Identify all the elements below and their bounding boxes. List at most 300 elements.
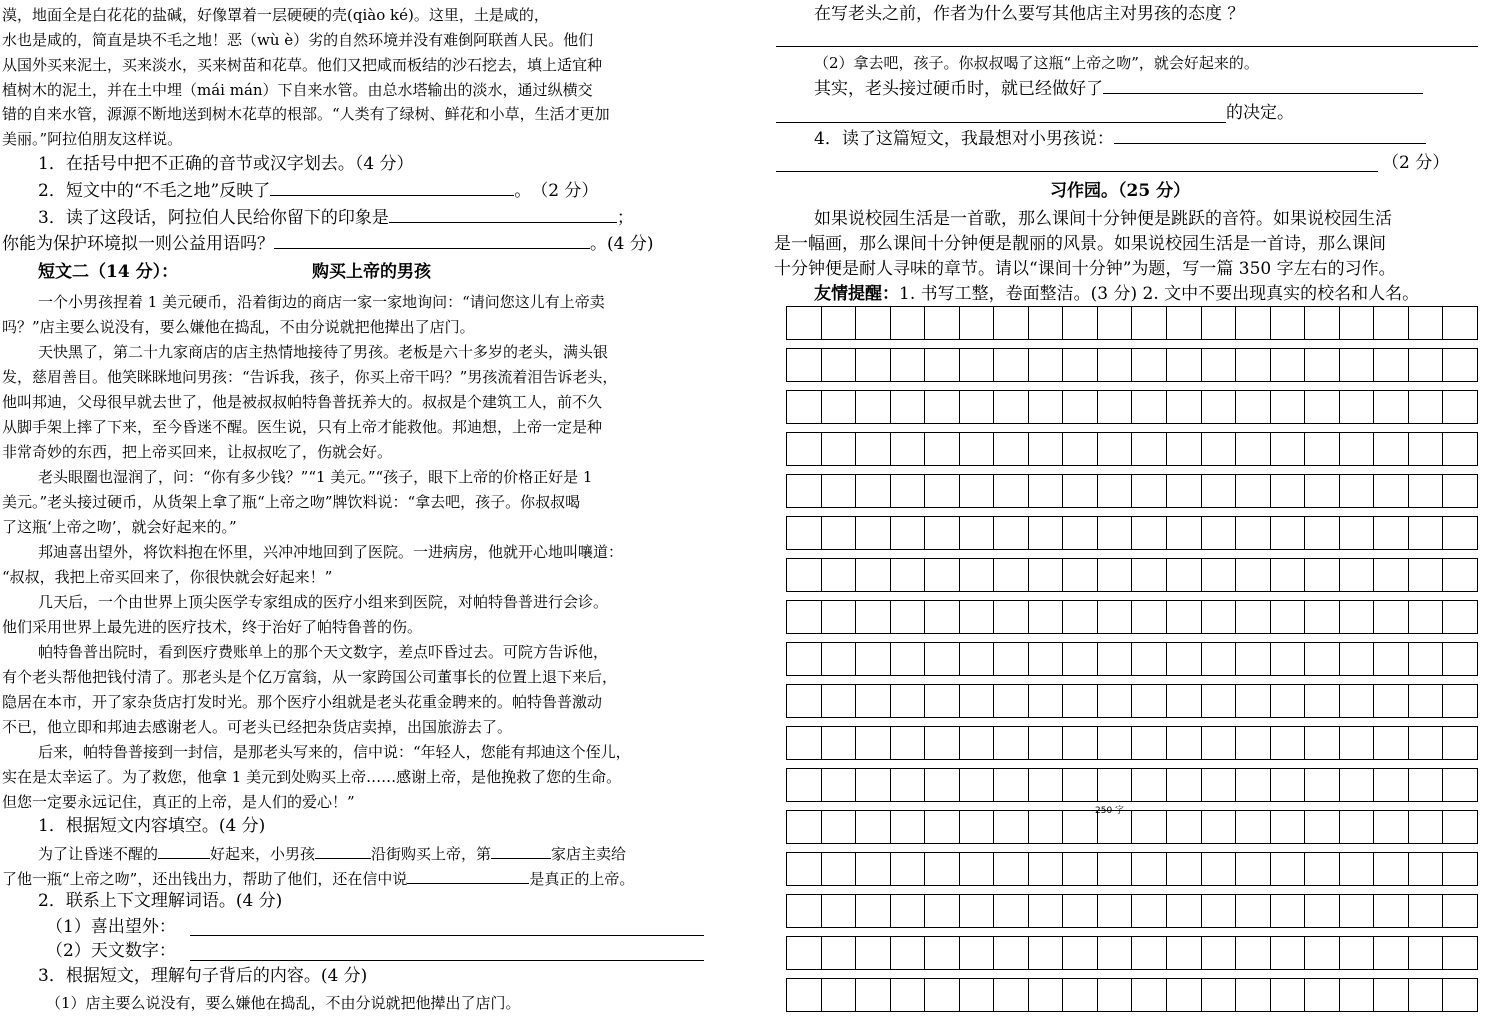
- grid-cell[interactable]: [994, 643, 1029, 675]
- grid-cell[interactable]: [1132, 601, 1167, 633]
- grid-cell[interactable]: [1132, 307, 1167, 339]
- grid-cell[interactable]: [1374, 769, 1409, 801]
- grid-cell[interactable]: [787, 433, 822, 465]
- grid-cell[interactable]: [1305, 517, 1340, 549]
- grid-cell[interactable]: [1271, 979, 1306, 1011]
- grid-cell[interactable]: [1236, 601, 1271, 633]
- grid-cell[interactable]: [856, 643, 891, 675]
- grid-cell[interactable]: [1202, 769, 1237, 801]
- grid-cell[interactable]: [1443, 307, 1477, 339]
- grid-cell[interactable]: [1098, 307, 1133, 339]
- grid-cell[interactable]: [925, 979, 960, 1011]
- grid-cell[interactable]: [1098, 433, 1133, 465]
- grid-cell[interactable]: [1236, 685, 1271, 717]
- grid-cell[interactable]: [787, 475, 822, 507]
- grid-cell[interactable]: [994, 349, 1029, 381]
- grid-cell[interactable]: [1305, 853, 1340, 885]
- grid-cell[interactable]: [925, 601, 960, 633]
- grid-cell[interactable]: [1340, 811, 1375, 843]
- grid-cell[interactable]: [891, 391, 926, 423]
- grid-cell[interactable]: [1271, 727, 1306, 759]
- grid-cell[interactable]: [1374, 937, 1409, 969]
- grid-row[interactable]: [786, 726, 1478, 760]
- answer-line-2a[interactable]: [190, 935, 704, 936]
- grid-cell[interactable]: [1409, 811, 1444, 843]
- grid-cell[interactable]: [994, 559, 1029, 591]
- grid-cell[interactable]: [1098, 475, 1133, 507]
- grid-cell[interactable]: [1340, 727, 1375, 759]
- grid-cell[interactable]: [787, 307, 822, 339]
- grid-cell[interactable]: [1098, 937, 1133, 969]
- blank-patient[interactable]: [158, 843, 210, 859]
- grid-cell[interactable]: [960, 979, 995, 1011]
- grid-row[interactable]: [786, 894, 1478, 928]
- grid-cell[interactable]: [1167, 811, 1202, 843]
- answer-line-r1[interactable]: [776, 46, 1478, 47]
- grid-cell[interactable]: [1029, 559, 1064, 591]
- grid-cell[interactable]: [1063, 853, 1098, 885]
- grid-cell[interactable]: [1409, 769, 1444, 801]
- grid-cell[interactable]: [891, 979, 926, 1011]
- grid-cell[interactable]: [994, 811, 1029, 843]
- grid-cell[interactable]: [787, 559, 822, 591]
- grid-cell[interactable]: [1374, 517, 1409, 549]
- grid-cell[interactable]: [787, 853, 822, 885]
- grid-cell[interactable]: [1029, 475, 1064, 507]
- grid-cell[interactable]: [856, 895, 891, 927]
- grid-cell[interactable]: [891, 475, 926, 507]
- grid-cell[interactable]: [1374, 811, 1409, 843]
- answer-blank-q3a[interactable]: [389, 207, 617, 223]
- grid-cell[interactable]: [1305, 391, 1340, 423]
- grid-cell[interactable]: [925, 937, 960, 969]
- grid-cell[interactable]: [1443, 685, 1477, 717]
- grid-cell[interactable]: [1167, 349, 1202, 381]
- grid-cell[interactable]: [1443, 853, 1477, 885]
- grid-cell[interactable]: [1443, 769, 1477, 801]
- grid-cell[interactable]: [1340, 475, 1375, 507]
- grid-cell[interactable]: [1202, 643, 1237, 675]
- grid-cell[interactable]: [1063, 811, 1098, 843]
- grid-cell[interactable]: [1374, 433, 1409, 465]
- grid-cell[interactable]: [925, 475, 960, 507]
- blank-true-god[interactable]: [407, 868, 529, 884]
- grid-cell[interactable]: [787, 601, 822, 633]
- grid-cell[interactable]: [891, 895, 926, 927]
- grid-cell[interactable]: [1063, 979, 1098, 1011]
- grid-row[interactable]: [786, 432, 1478, 466]
- grid-cell[interactable]: [891, 811, 926, 843]
- grid-cell[interactable]: [1029, 853, 1064, 885]
- grid-cell[interactable]: [1167, 643, 1202, 675]
- grid-cell[interactable]: [1098, 643, 1133, 675]
- grid-cell[interactable]: [1271, 895, 1306, 927]
- grid-cell[interactable]: [891, 559, 926, 591]
- grid-cell[interactable]: [822, 685, 857, 717]
- grid-cell[interactable]: [1063, 685, 1098, 717]
- grid-cell[interactable]: [1305, 349, 1340, 381]
- grid-row[interactable]: [786, 474, 1478, 508]
- grid-cell[interactable]: [1063, 643, 1098, 675]
- grid-cell[interactable]: [1236, 937, 1271, 969]
- grid-cell[interactable]: [1271, 433, 1306, 465]
- grid-cell[interactable]: [960, 433, 995, 465]
- grid-cell[interactable]: [960, 391, 995, 423]
- grid-cell[interactable]: [891, 769, 926, 801]
- grid-cell[interactable]: [1202, 979, 1237, 1011]
- grid-cell[interactable]: [1409, 685, 1444, 717]
- grid-cell[interactable]: [1029, 433, 1064, 465]
- grid-cell[interactable]: [891, 937, 926, 969]
- grid-row[interactable]: [786, 936, 1478, 970]
- grid-cell[interactable]: [787, 895, 822, 927]
- grid-cell[interactable]: [1167, 517, 1202, 549]
- grid-cell[interactable]: [1271, 307, 1306, 339]
- grid-cell[interactable]: [1305, 895, 1340, 927]
- grid-cell[interactable]: [822, 853, 857, 885]
- grid-cell[interactable]: [856, 769, 891, 801]
- grid-cell[interactable]: [1374, 727, 1409, 759]
- grid-cell[interactable]: [856, 475, 891, 507]
- grid-cell[interactable]: [1236, 643, 1271, 675]
- grid-cell[interactable]: [1236, 475, 1271, 507]
- grid-cell[interactable]: [1167, 601, 1202, 633]
- grid-cell[interactable]: [994, 937, 1029, 969]
- grid-cell[interactable]: [1063, 391, 1098, 423]
- grid-cell[interactable]: [1202, 349, 1237, 381]
- grid-cell[interactable]: [1443, 643, 1477, 675]
- grid-cell[interactable]: [1029, 517, 1064, 549]
- grid-row[interactable]: [786, 348, 1478, 382]
- grid-cell[interactable]: [960, 601, 995, 633]
- grid-cell[interactable]: [1409, 475, 1444, 507]
- grid-cell[interactable]: [1374, 559, 1409, 591]
- grid-cell[interactable]: [1443, 559, 1477, 591]
- answer-blank-q2[interactable]: [270, 180, 514, 196]
- grid-cell[interactable]: [1271, 349, 1306, 381]
- grid-cell[interactable]: [1167, 307, 1202, 339]
- grid-cell[interactable]: [822, 979, 857, 1011]
- grid-cell[interactable]: [1236, 811, 1271, 843]
- grid-cell[interactable]: [822, 433, 857, 465]
- grid-cell[interactable]: [822, 811, 857, 843]
- grid-cell[interactable]: [856, 559, 891, 591]
- grid-cell[interactable]: [1167, 895, 1202, 927]
- grid-cell[interactable]: [960, 643, 995, 675]
- grid-cell[interactable]: [994, 727, 1029, 759]
- answer-blank-decision[interactable]: [1103, 78, 1423, 94]
- grid-cell[interactable]: [1374, 307, 1409, 339]
- grid-cell[interactable]: [960, 685, 995, 717]
- grid-cell[interactable]: [1063, 475, 1098, 507]
- grid-cell[interactable]: [891, 853, 926, 885]
- grid-cell[interactable]: [856, 391, 891, 423]
- grid-row[interactable]: [786, 768, 1478, 802]
- grid-cell[interactable]: [1409, 433, 1444, 465]
- grid-cell[interactable]: [1202, 307, 1237, 339]
- grid-cell[interactable]: [1202, 895, 1237, 927]
- grid-cell[interactable]: [822, 475, 857, 507]
- grid-cell[interactable]: [1098, 979, 1133, 1011]
- grid-cell[interactable]: [1132, 769, 1167, 801]
- grid-cell[interactable]: [1202, 727, 1237, 759]
- grid-cell[interactable]: [960, 895, 995, 927]
- grid-cell[interactable]: [822, 517, 857, 549]
- grid-cell[interactable]: [1409, 391, 1444, 423]
- grid-cell[interactable]: [1029, 937, 1064, 969]
- grid-cell[interactable]: [1271, 643, 1306, 675]
- grid-cell[interactable]: [925, 853, 960, 885]
- grid-cell[interactable]: [960, 853, 995, 885]
- grid-cell[interactable]: [925, 433, 960, 465]
- grid-cell[interactable]: [856, 811, 891, 843]
- grid-cell[interactable]: [1340, 601, 1375, 633]
- grid-cell[interactable]: [1132, 475, 1167, 507]
- grid-cell[interactable]: [1409, 517, 1444, 549]
- grid-cell[interactable]: [1202, 811, 1237, 843]
- grid-cell[interactable]: [1374, 475, 1409, 507]
- grid-cell[interactable]: [1374, 643, 1409, 675]
- grid-cell[interactable]: [994, 475, 1029, 507]
- grid-cell[interactable]: [822, 937, 857, 969]
- grid-row[interactable]: [786, 390, 1478, 424]
- grid-cell[interactable]: [1340, 433, 1375, 465]
- grid-cell[interactable]: [1098, 391, 1133, 423]
- grid-cell[interactable]: [1271, 475, 1306, 507]
- grid-cell[interactable]: [1271, 517, 1306, 549]
- grid-cell[interactable]: [925, 727, 960, 759]
- answer-blank-q3b[interactable]: [274, 233, 590, 249]
- grid-cell[interactable]: [1202, 559, 1237, 591]
- grid-cell[interactable]: [1443, 349, 1477, 381]
- grid-cell[interactable]: [1271, 811, 1306, 843]
- grid-row[interactable]: [786, 852, 1478, 886]
- grid-row[interactable]: [786, 600, 1478, 634]
- grid-cell[interactable]: [1409, 937, 1444, 969]
- grid-cell[interactable]: [856, 307, 891, 339]
- grid-cell[interactable]: [1443, 811, 1477, 843]
- grid-cell[interactable]: [994, 517, 1029, 549]
- grid-cell[interactable]: [925, 307, 960, 339]
- grid-cell[interactable]: [1340, 979, 1375, 1011]
- grid-cell[interactable]: [1305, 685, 1340, 717]
- grid-cell[interactable]: [1132, 937, 1167, 969]
- grid-cell[interactable]: [787, 517, 822, 549]
- grid-cell[interactable]: [1063, 937, 1098, 969]
- grid-cell[interactable]: [925, 769, 960, 801]
- grid-cell[interactable]: [787, 769, 822, 801]
- grid-cell[interactable]: [891, 727, 926, 759]
- grid-cell[interactable]: [1063, 349, 1098, 381]
- grid-cell[interactable]: [960, 559, 995, 591]
- grid-cell[interactable]: [1409, 349, 1444, 381]
- answer-line-q4b[interactable]: [776, 171, 1378, 172]
- grid-cell[interactable]: [1340, 769, 1375, 801]
- grid-cell[interactable]: [1236, 559, 1271, 591]
- grid-cell[interactable]: [891, 601, 926, 633]
- grid-cell[interactable]: [1063, 559, 1098, 591]
- grid-cell[interactable]: [787, 937, 822, 969]
- grid-cell[interactable]: [1132, 853, 1167, 885]
- grid-cell[interactable]: [1063, 769, 1098, 801]
- grid-cell[interactable]: [1029, 307, 1064, 339]
- grid-cell[interactable]: [1305, 601, 1340, 633]
- grid-cell[interactable]: [1202, 517, 1237, 549]
- grid-cell[interactable]: [1098, 349, 1133, 381]
- grid-cell[interactable]: [1063, 601, 1098, 633]
- grid-cell[interactable]: [1167, 769, 1202, 801]
- grid-cell[interactable]: [1305, 433, 1340, 465]
- grid-cell[interactable]: [1029, 769, 1064, 801]
- grid-cell[interactable]: [1063, 517, 1098, 549]
- grid-cell[interactable]: [1374, 601, 1409, 633]
- grid-cell[interactable]: [1340, 685, 1375, 717]
- grid-cell[interactable]: [960, 307, 995, 339]
- grid-cell[interactable]: [1305, 811, 1340, 843]
- grid-cell[interactable]: [856, 853, 891, 885]
- grid-cell[interactable]: [1098, 727, 1133, 759]
- grid-cell[interactable]: [1340, 391, 1375, 423]
- grid-cell[interactable]: [925, 391, 960, 423]
- answer-line-2b[interactable]: [190, 960, 704, 961]
- grid-cell[interactable]: [994, 433, 1029, 465]
- grid-cell[interactable]: [1374, 853, 1409, 885]
- grid-cell[interactable]: [1443, 475, 1477, 507]
- grid-cell[interactable]: [1167, 433, 1202, 465]
- grid-cell[interactable]: [1236, 391, 1271, 423]
- grid-cell[interactable]: [822, 559, 857, 591]
- grid-cell[interactable]: [1409, 601, 1444, 633]
- grid-cell[interactable]: [1063, 727, 1098, 759]
- grid-cell[interactable]: [856, 517, 891, 549]
- grid-cell[interactable]: [1305, 475, 1340, 507]
- grid-cell[interactable]: [822, 307, 857, 339]
- grid-cell[interactable]: [1167, 979, 1202, 1011]
- grid-cell[interactable]: [1236, 769, 1271, 801]
- grid-cell[interactable]: [1409, 979, 1444, 1011]
- grid-cell[interactable]: [1443, 391, 1477, 423]
- grid-cell[interactable]: [1132, 811, 1167, 843]
- grid-cell[interactable]: [1167, 559, 1202, 591]
- grid-cell[interactable]: [960, 811, 995, 843]
- grid-cell[interactable]: [1271, 769, 1306, 801]
- grid-cell[interactable]: [1167, 475, 1202, 507]
- grid-row[interactable]: [786, 306, 1478, 340]
- grid-cell[interactable]: [1305, 727, 1340, 759]
- answer-line-decision-2[interactable]: [776, 122, 1226, 123]
- grid-cell[interactable]: [1340, 853, 1375, 885]
- grid-cell[interactable]: [787, 349, 822, 381]
- grid-cell[interactable]: [1305, 937, 1340, 969]
- grid-cell[interactable]: [891, 685, 926, 717]
- grid-cell[interactable]: [1132, 517, 1167, 549]
- grid-cell[interactable]: [856, 727, 891, 759]
- grid-row[interactable]: [786, 516, 1478, 550]
- grid-cell[interactable]: [925, 811, 960, 843]
- grid-cell[interactable]: [856, 433, 891, 465]
- grid-cell[interactable]: [960, 475, 995, 507]
- grid-cell[interactable]: [1202, 685, 1237, 717]
- grid-cell[interactable]: [1340, 643, 1375, 675]
- grid-cell[interactable]: [1236, 349, 1271, 381]
- grid-cell[interactable]: [1202, 391, 1237, 423]
- grid-cell[interactable]: [787, 685, 822, 717]
- grid-cell[interactable]: [1132, 979, 1167, 1011]
- grid-cell[interactable]: [1374, 685, 1409, 717]
- grid-cell[interactable]: [1340, 937, 1375, 969]
- grid-cell[interactable]: [822, 391, 857, 423]
- grid-cell[interactable]: [1098, 685, 1133, 717]
- grid-cell[interactable]: [1271, 685, 1306, 717]
- grid-cell[interactable]: [1202, 601, 1237, 633]
- grid-cell[interactable]: [1271, 559, 1306, 591]
- grid-cell[interactable]: [1305, 769, 1340, 801]
- grid-cell[interactable]: [1443, 601, 1477, 633]
- grid-cell[interactable]: [891, 517, 926, 549]
- composition-writing-grid[interactable]: [786, 306, 1478, 1020]
- grid-cell[interactable]: [1236, 853, 1271, 885]
- grid-cell[interactable]: [960, 937, 995, 969]
- grid-cell[interactable]: [1167, 727, 1202, 759]
- grid-cell[interactable]: [960, 727, 995, 759]
- grid-cell[interactable]: [994, 307, 1029, 339]
- grid-row[interactable]: [786, 684, 1478, 718]
- grid-cell[interactable]: [1305, 559, 1340, 591]
- grid-cell[interactable]: [856, 979, 891, 1011]
- grid-cell[interactable]: [891, 433, 926, 465]
- grid-cell[interactable]: [856, 937, 891, 969]
- grid-cell[interactable]: [856, 685, 891, 717]
- grid-cell[interactable]: [1236, 517, 1271, 549]
- grid-cell[interactable]: [1409, 643, 1444, 675]
- grid-cell[interactable]: [1443, 517, 1477, 549]
- grid-cell[interactable]: [822, 601, 857, 633]
- grid-cell[interactable]: [787, 643, 822, 675]
- grid-cell[interactable]: [1132, 433, 1167, 465]
- grid-cell[interactable]: [1132, 895, 1167, 927]
- grid-row[interactable]: [786, 558, 1478, 592]
- grid-cell[interactable]: [1167, 685, 1202, 717]
- grid-cell[interactable]: [822, 769, 857, 801]
- grid-row[interactable]: [786, 810, 1478, 844]
- grid-cell[interactable]: [994, 601, 1029, 633]
- grid-cell[interactable]: [1409, 307, 1444, 339]
- grid-cell[interactable]: [1029, 349, 1064, 381]
- grid-cell[interactable]: [1098, 601, 1133, 633]
- grid-cell[interactable]: [1271, 391, 1306, 423]
- grid-cell[interactable]: [1236, 979, 1271, 1011]
- grid-cell[interactable]: [1029, 391, 1064, 423]
- grid-cell[interactable]: [994, 853, 1029, 885]
- grid-cell[interactable]: [1029, 979, 1064, 1011]
- grid-cell[interactable]: [1202, 937, 1237, 969]
- grid-cell[interactable]: [1202, 475, 1237, 507]
- grid-cell[interactable]: [1167, 937, 1202, 969]
- grid-cell[interactable]: [1340, 559, 1375, 591]
- grid-cell[interactable]: [960, 517, 995, 549]
- grid-cell[interactable]: [1271, 601, 1306, 633]
- grid-cell[interactable]: [1271, 853, 1306, 885]
- grid-row[interactable]: [786, 642, 1478, 676]
- grid-cell[interactable]: [994, 979, 1029, 1011]
- grid-cell[interactable]: [1029, 685, 1064, 717]
- grid-cell[interactable]: [1132, 391, 1167, 423]
- grid-cell[interactable]: [787, 979, 822, 1011]
- grid-cell[interactable]: [1167, 853, 1202, 885]
- grid-cell[interactable]: [1132, 349, 1167, 381]
- grid-cell[interactable]: [1374, 979, 1409, 1011]
- grid-cell[interactable]: [1409, 559, 1444, 591]
